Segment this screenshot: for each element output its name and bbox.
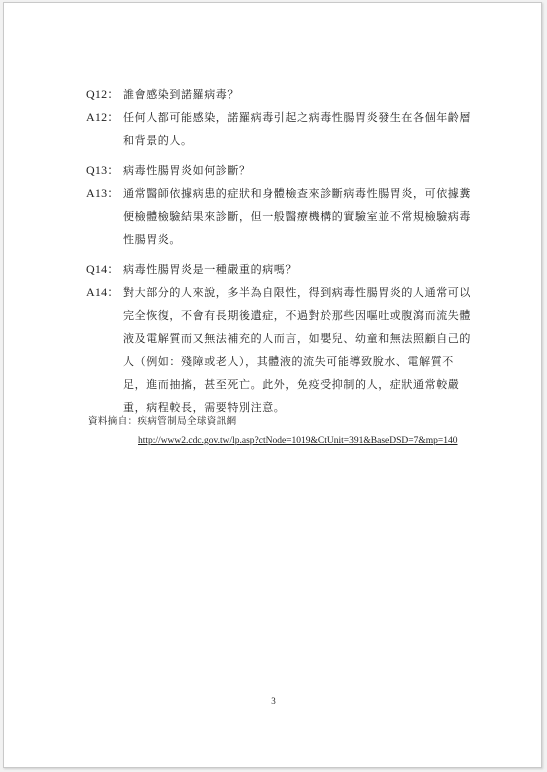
answer-row (86, 182, 476, 251)
answer-tag: A13： (86, 186, 120, 200)
answer-row (86, 281, 476, 419)
qa-block-q12 (86, 83, 476, 152)
answer-tag: A14： (86, 285, 120, 299)
question-text: 誰會感染到諾羅病毒？ (123, 88, 239, 101)
source-link[interactable]: http://www2.cdc.gov.tw/lp.asp?ctNode=1019&CtUnit=391&BaseDSD=7&mp=140 (138, 436, 458, 446)
answer-tag: A12： (86, 110, 120, 124)
question-row (86, 159, 476, 182)
question-row (86, 83, 476, 106)
source-label: 資料摘自：疾病管制局全球資訊網 (88, 416, 237, 427)
answer-row (86, 106, 476, 152)
document-page (3, 2, 542, 768)
qa-block-q14 (86, 258, 476, 419)
answer-text: 對大部分的人來說，多半為自限性，得到病毒性腸胃炎的人通常可以完全恢復，不會有長期後遺症，不過對於那些因嘔吐或腹瀉而流失體液及電解質而又無法補充的人而言，如嬰兒、幼童和無法照顧自己的人（例如：殘障或老人），其體液的流失可能導致脫水、電解質不足，進而抽搐，甚至死亡。此外，免疫受抑制的人，症狀通常較嚴重，病程較長，需要特別注意。 (123, 286, 471, 414)
question-tag: Q12： (86, 87, 120, 101)
question-tag: Q13： (86, 163, 120, 177)
question-row (86, 258, 476, 281)
question-text: 病毒性腸胃炎如何診斷？ (123, 164, 251, 177)
page-number: 3 (271, 696, 276, 706)
answer-text: 任何人都可能感染，諾羅病毒引起之病毒性腸胃炎發生在各個年齡層和背景的人。 (123, 111, 471, 147)
question-tag: Q14： (86, 262, 120, 276)
qa-block-q13 (86, 159, 476, 251)
question-text: 病毒性腸胃炎是一種嚴重的病嗎？ (123, 263, 297, 276)
answer-text: 通常醫師依據病患的症狀和身體檢查來診斷病毒性腸胃炎，可依據糞便檢體檢驗結果來診斷，但一般醫療機構的實驗室並不常規檢驗病毒性腸胃炎。 (123, 187, 471, 246)
